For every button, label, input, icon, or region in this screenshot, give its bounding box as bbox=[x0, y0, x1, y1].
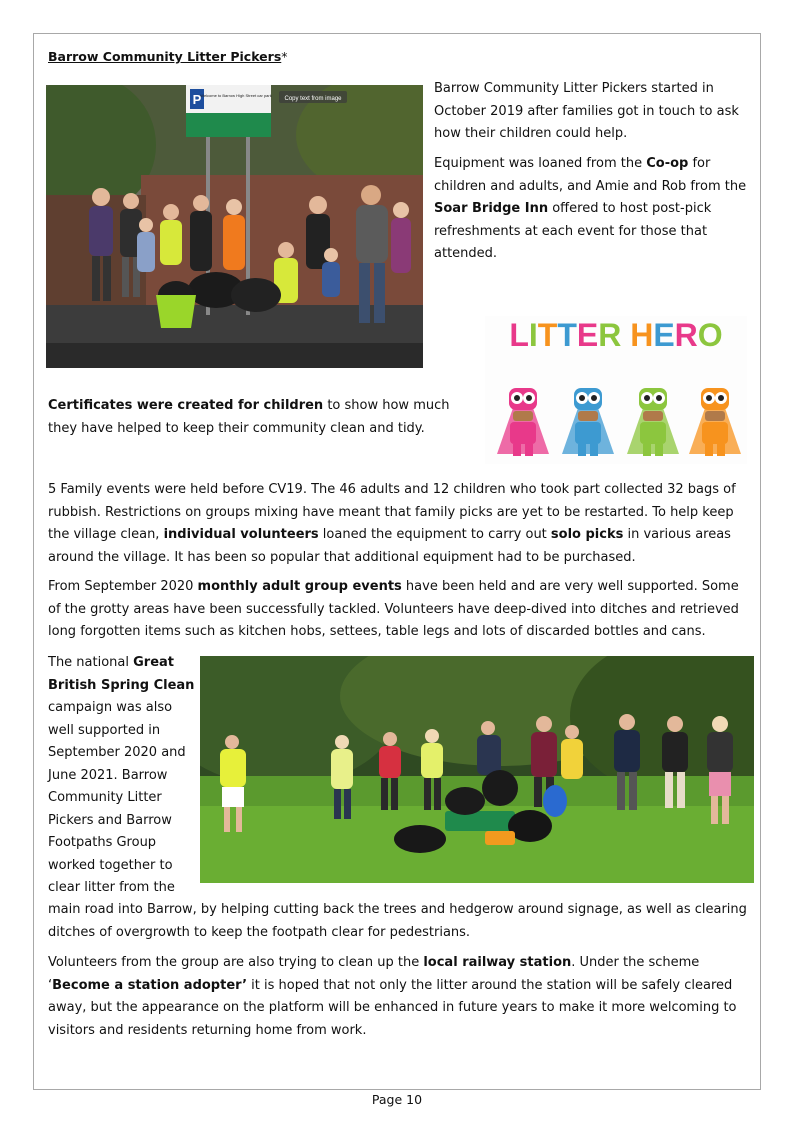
spring-clean-paragraph: The national Great British Spring Clean campaign was also well supported in September 2020 and June 2021. Barrow Community Litter Pickers and Barrow Footpaths Group worked together to clear litter from the bbox=[48, 655, 195, 895]
spring-clean-photo bbox=[200, 656, 754, 883]
svg-text:Copy text from image: Copy text from image bbox=[284, 96, 342, 102]
litter-hero-image bbox=[485, 316, 747, 464]
family-events-paragraph: 5 Family events were held before CV19. The 46 adults and 12 children who took part collected 32 bags of rubbish. Restrictions on groups mixing have meant that family picks are yet to be restarted. To help keep the village clean, individual volunteers loaned the equipment to carry out solo picks in various areas around the village. It has been so popular that additional equipment had to be purchased. bbox=[48, 482, 736, 565]
spring-clean-continuation: main road into Barrow, by helping cutting back the trees and hedgerow around signage, as well as clearing ditches of overgrowth to keep the footpath clear for pedestrians. bbox=[48, 902, 747, 940]
intro-paragraph-1: Barrow Community Litter Pickers started in October 2019 after families got in touch to ask how their children could help. bbox=[434, 81, 739, 141]
hero-figure bbox=[497, 388, 549, 456]
hero-figure bbox=[562, 388, 614, 456]
page-title: Barrow Community Litter Pickers* bbox=[48, 49, 288, 64]
certificates-paragraph: Certificates were created for children to show how much they have helped to keep their community clean and tidy. bbox=[48, 398, 450, 436]
intro-paragraph-2: Equipment was loaned from the Co-op for children and adults, and Amie and Rob from the Soar Bridge Inn offered to host post-pick refreshments at each event for those that attended. bbox=[434, 156, 747, 261]
page-number: Page 10 bbox=[371, 1092, 423, 1107]
monthly-events-paragraph: From September 2020 monthly adult group events have been held and are very well supported. Some of the grotty areas have been successfully tackled. Volunteers have deep-dived into ditches and retrieved long forgotten items such as kitchen hobs, settees, table legs and lots of discarded bottles and cans. bbox=[48, 579, 739, 639]
svg-text:P: P bbox=[192, 92, 202, 107]
litter-hero-heading: LITTER HERO bbox=[509, 317, 723, 353]
svg-text:Welcome to Barrow High Street: Welcome to Barrow High Street car park bbox=[200, 93, 272, 98]
railway-station-paragraph: Volunteers from the group are also trying to clean up the local railway station. Under the scheme ‘Become a station adopter’ it is hoped that not only the litter around the station will be safely cleared away, but the appearance on the platform will be enhanced in future years to make it more welcoming to visitors and residents returning home from work. bbox=[48, 955, 737, 1038]
hero-figure bbox=[689, 388, 741, 456]
hero-figure bbox=[627, 388, 679, 456]
group-photo bbox=[46, 85, 423, 368]
